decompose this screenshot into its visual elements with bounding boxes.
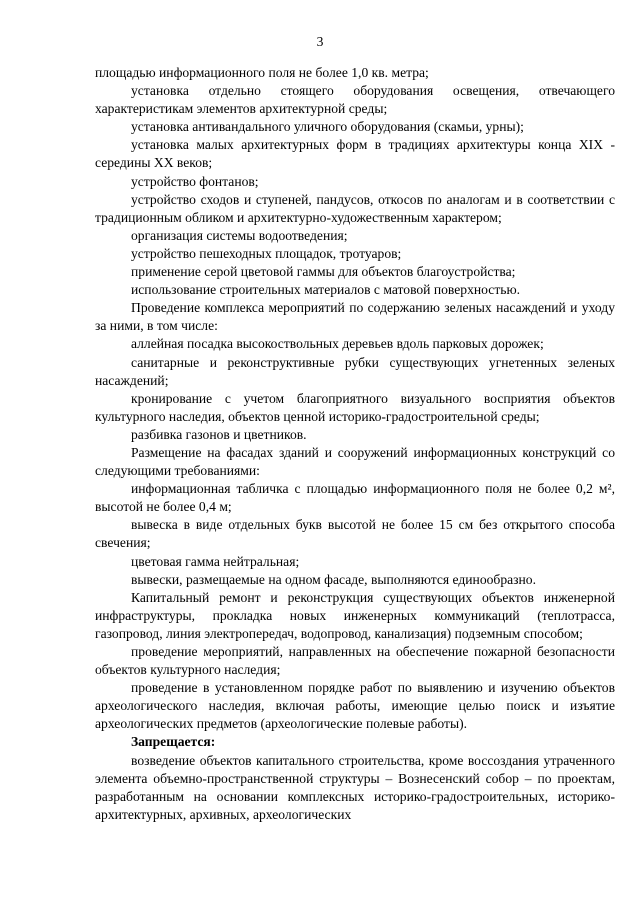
paragraph: устройство фонтанов; — [131, 173, 259, 189]
paragraph: возведение объектов капитального строительства, кроме воссоздания утраченного элемента объемно-пространственной структуры – Вознесенский собор – по проектам, разработанным на основании комплексных историко-градостроительных, историко-архитектурных, архивных, археологических — [95, 752, 615, 822]
page-number: 3 — [316, 34, 324, 49]
paragraph: проведение в установленном порядке работ по выявлению и изучению объектов археологического наследия, включая работы, имеющие целью поиск и изъятие археологических предметов (археологические полевые работы). — [95, 680, 615, 732]
paragraph: установка отдельно стоящего оборудования освещения, отвечающего характеристикам элементов архитектурной среды; — [95, 83, 615, 117]
paragraph: разбивка газонов и цветников. — [131, 426, 307, 442]
paragraph: устройство пешеходных площадок, тротуаров; — [131, 245, 402, 261]
paragraph: кронирование с учетом благоприятного визуального восприятия объектов культурного наследия, объектов ценной историко-градостроительной среды; — [95, 390, 615, 424]
paragraph: Размещение на фасадах зданий и сооружений информационных конструкций со следующими требованиями: — [95, 444, 615, 479]
paragraph: Проведение комплекса мероприятий по содержанию зеленых насаждений и уходу за ними, в том числе: — [95, 300, 615, 334]
paragraph: цветовая гамма нейтральная; — [131, 553, 300, 569]
paragraph: применение серой цветовой гаммы для объектов благоустройства; — [131, 264, 516, 280]
paragraph: санитарные и реконструктивные рубки существующих угнетенных зеленых насаждений; — [95, 354, 615, 388]
paragraph: Капитальный ремонт и реконструкция существующих объектов инженерной инфраструктуры, прокладка новых инженерных коммуникаций (теплотрасса, газопровод, линия электропередач, водопровод, канализация) подземным способом; — [95, 589, 615, 641]
paragraph: вывеска в виде отдельных букв высотой не более 15 см без открытого способа свечения; — [95, 517, 615, 551]
paragraph: вывески, размещаемые на одном фасаде, выполняются единообразно. — [131, 571, 537, 587]
paragraph: установка малых архитектурных форм в традициях архитектуры конца XIX - середины XX веков; — [95, 137, 615, 171]
section-heading: Запрещается: — [131, 734, 216, 750]
paragraph: проведение мероприятий, направленных на обеспечение пожарной безопасности объектов культурного наследия; — [95, 644, 615, 678]
paragraph: информационная табличка с площадью информационного поля не более 0,2 м², высотой не более 0,4 м; — [95, 481, 615, 515]
paragraph: установка антивандального уличного оборудования (скамьи, урны); — [131, 119, 524, 135]
document-body — [95, 64, 615, 824]
paragraph: аллейная посадка высокоствольных деревьев вдоль парковых дорожек; — [131, 336, 544, 352]
paragraph: площадью информационного поля не более 1,0 кв. метра; — [95, 65, 429, 80]
paragraph: организация системы водоотведения; — [131, 227, 348, 243]
paragraph: устройство сходов и ступеней, пандусов, откосов по аналогам и в соответствии с традиционным обликом и архитектурно-художественным характером; — [95, 191, 615, 225]
paragraph: использование строительных материалов с матовой поверхностью. — [131, 282, 521, 298]
